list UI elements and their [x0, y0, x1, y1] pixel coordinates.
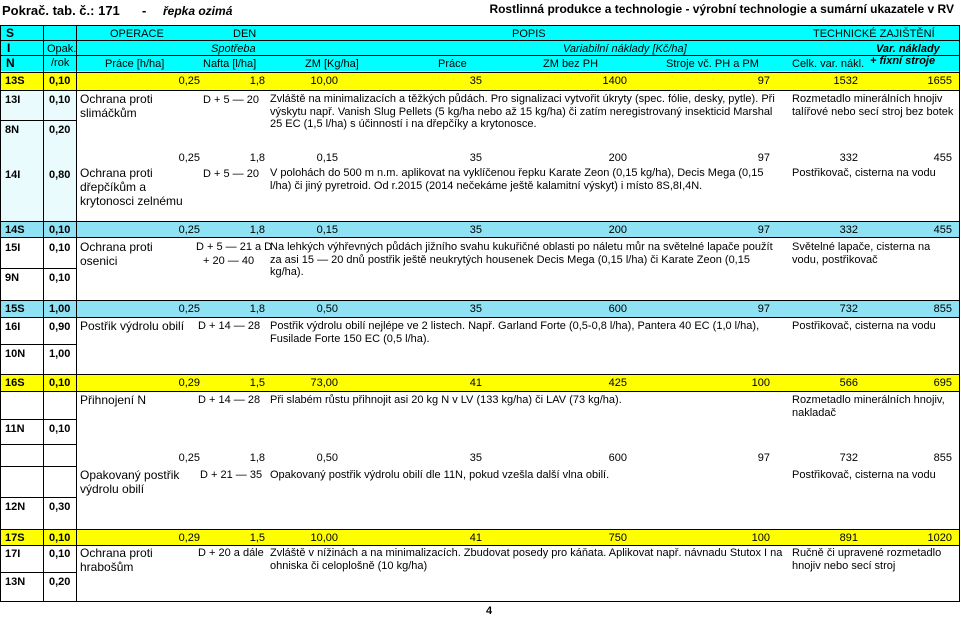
operation-tech: Rozmetadlo minerálních hnojiv, nakladač: [792, 394, 945, 419]
col-i: I: [7, 41, 11, 55]
grid-line: [0, 317, 960, 318]
value-fixni: 455: [933, 224, 952, 236]
value-celk: 332: [839, 224, 858, 236]
operation-name: Ochrana proti slimáčkům: [80, 92, 153, 120]
grid-line: [0, 221, 960, 222]
col-var-naklady: Var. náklady: [876, 43, 940, 55]
operation-name: Ochrana proti osenici: [80, 240, 153, 268]
value-prace-h: 0,25: [178, 152, 200, 164]
grid-line: [76, 55, 959, 56]
row-code: 16I: [5, 321, 21, 333]
col-nafta: Nafta [l/ha]: [203, 58, 257, 70]
col-zm-kg: ZM [Kg/ha]: [305, 58, 359, 70]
row-opak: 0,10: [49, 242, 71, 254]
value-nafta: 1,8: [249, 224, 265, 236]
row-opak: 0,90: [49, 321, 71, 333]
section-title: Rostlinná produkce a technologie - výrobní technologie a sumární ukazatele v RV: [489, 2, 954, 16]
col-zm-bez: ZM bez PH: [543, 58, 599, 70]
row-code: 13I: [5, 94, 21, 106]
grid-line: [0, 529, 960, 530]
row-opak: 0,10: [49, 272, 71, 284]
operation-den: D + 5 ― 20: [203, 94, 259, 106]
col-celk: Celk. var. nákl.: [792, 58, 865, 70]
col-prace-h: Práce [h/ha]: [105, 58, 165, 70]
grid-vline: [76, 25, 77, 601]
operation-tech: Ručně či upravené rozmetadlo hnojiv nebo secí stroj: [792, 547, 942, 572]
grid-line: [0, 90, 960, 91]
grid-line: [0, 268, 76, 269]
value-zm-bez: 1400: [602, 75, 627, 87]
value-prace: 35: [469, 303, 482, 315]
operation-tech: Rozmetadlo minerálních hnojiv talířové nebo secí stroj bez botek: [792, 93, 954, 118]
row-opak: 0,10: [49, 75, 71, 87]
row-opak: 0,10: [49, 532, 71, 544]
value-stroje: 97: [757, 224, 770, 236]
grid-line: [0, 55, 76, 56]
code-cell-bg: [0, 90, 76, 221]
value-celk: 1532: [833, 75, 858, 87]
row-code: 11N: [5, 423, 25, 435]
row-code: 17I: [5, 548, 21, 560]
row-opak: 0,10: [49, 423, 71, 435]
grid-line: [0, 237, 960, 238]
row-code: 17S: [5, 532, 25, 544]
grid-line: [76, 40, 959, 41]
value-zm-bez: 750: [608, 532, 627, 544]
value-zm: 10,00: [310, 532, 338, 544]
value-fixni: 1655: [927, 75, 952, 87]
grid-line: [0, 419, 76, 420]
value-nafta: 1,8: [249, 152, 265, 164]
value-fixni: 1020: [927, 532, 952, 544]
value-zm-bez: 600: [608, 452, 627, 464]
col-den: DEN: [233, 28, 257, 40]
value-nafta: 1,5: [249, 377, 265, 389]
value-fixni: 695: [933, 377, 952, 389]
operation-den: + 20 ― 40: [203, 255, 255, 267]
col-fixni: + fixní stroje: [870, 55, 936, 67]
operation-den: D + 20 a dále: [198, 547, 264, 559]
value-zm: 0,15: [316, 152, 338, 164]
row-code: 16S: [5, 377, 25, 389]
value-prace-h: 0,29: [178, 532, 200, 544]
value-fixni: 855: [933, 303, 952, 315]
value-prace: 35: [469, 152, 482, 164]
row-opak: 0,10: [49, 377, 71, 389]
value-celk: 891: [839, 532, 858, 544]
grid-line: [0, 497, 76, 498]
value-stroje: 97: [757, 452, 770, 464]
col-rok: /rok: [51, 57, 70, 69]
operation-name: Ochrana proti dřepčíkům a krytonosci zelnému: [80, 166, 183, 208]
value-prace-h: 0,29: [178, 377, 200, 389]
col-s: S: [6, 26, 15, 40]
col-popis: POPIS: [512, 28, 546, 40]
operation-popis: Na lehkých výhřevných půdách jižního svahu kukuřičné oblasti po náletu můr na světelné lapače použít za asi 15 ― 20 dnů postřik ještě neukrytých housenek Decis Mega (0,15 l/ha) či Karate Zeon (0,15 kg/ha).: [270, 241, 773, 279]
row-code: 14S: [5, 224, 25, 236]
value-nafta: 1,8: [249, 452, 265, 464]
operation-den: D + 5 ― 20: [203, 168, 259, 180]
value-zm-bez: 425: [608, 377, 627, 389]
operation-name: Přihnojení N: [80, 393, 147, 407]
value-zm: 73,00: [310, 377, 338, 389]
operation-popis: Opakovaný postřik výdrolu obilí dle 11N, pokud vzešla další vlna obilí.: [270, 469, 610, 481]
grid-line: [0, 444, 76, 445]
col-tech: TECHNICKÉ ZAJIŠTĚNÍ: [813, 28, 935, 40]
grid-line: [0, 344, 76, 345]
value-prace-h: 0,25: [178, 75, 200, 87]
row-code: 13N: [5, 576, 26, 588]
crop-name: řepka ozimá: [163, 4, 233, 18]
operation-name: Postřik výdrolu obilí: [80, 319, 185, 333]
value-stroje: 100: [751, 377, 770, 389]
row-opak: 0,20: [49, 576, 71, 588]
operation-tech: Postřikovač, cisterna na vodu: [792, 469, 936, 481]
operation-den: D + 14 ― 28: [198, 394, 261, 406]
value-nafta: 1,8: [249, 303, 265, 315]
value-prace: 41: [469, 377, 482, 389]
row-code: 14I: [5, 169, 21, 181]
value-nafta: 1,5: [249, 532, 265, 544]
grid-line: [0, 25, 960, 26]
value-prace-h: 0,25: [178, 224, 200, 236]
operation-den: D + 14 ― 28: [198, 320, 261, 332]
value-zm-bez: 200: [608, 224, 627, 236]
value-celk: 566: [839, 377, 858, 389]
row-code: 8N: [5, 124, 20, 136]
col-stroje: Stroje vč. PH a PM: [666, 58, 759, 70]
row-opak: 0,30: [49, 501, 71, 513]
operation-den: D + 5 ― 21 a D: [196, 241, 273, 253]
grid-line: [0, 374, 960, 375]
value-celk: 732: [839, 303, 858, 315]
row-code: 9N: [5, 272, 20, 284]
operation-popis: Postřik výdrolu obilí nejlépe ve 2 listech. Např. Garland Forte (0,5-0,8 l/ha), Pantera 40 EC (1,0 l/ha), Fusilade Forte 150 EC (0,5 l/ha).: [270, 320, 760, 345]
operation-name: Opakovaný postřik výdrolu obilí: [80, 468, 180, 496]
value-prace: 41: [469, 532, 482, 544]
row-code: 13S: [5, 75, 25, 87]
value-prace: 35: [469, 452, 482, 464]
value-stroje: 97: [757, 303, 770, 315]
value-zm-bez: 200: [608, 152, 627, 164]
operation-tech: Světelné lapače, cisterna na vodu, postřikovač: [792, 241, 931, 266]
value-nafta: 1,8: [249, 75, 265, 87]
value-stroje: 100: [751, 532, 770, 544]
tab-label: Pokrač. tab. č.: 171: [2, 3, 120, 18]
operation-popis: Zvláště v nížinách a na minimalizacích. Zbudovat posedy pro káňata. Aplikovat např. návnadu Stutox I na ohniska či celoplošně (10 kg/ha): [270, 547, 783, 572]
col-variabilni: Variabilní náklady [Kč/ha]: [563, 43, 687, 55]
col-n: N: [6, 56, 15, 70]
grid-line: [0, 601, 960, 602]
value-prace: 35: [469, 224, 482, 236]
page-number: 4: [486, 605, 493, 617]
operation-tech: Postřikovač, cisterna na vodu: [792, 320, 936, 332]
grid-vline: [0, 25, 1, 601]
row-opak: 1,00: [49, 303, 71, 315]
value-stroje: 97: [757, 152, 770, 164]
value-zm: 0,15: [316, 224, 338, 236]
grid-line: [0, 391, 960, 392]
operation-popis: Zvláště na minimalizacích a těžkých půdách. Pro signalizaci vytvořit úkryty (spec. fólie, desky, pytle). Při výskytu např. Vanish Slug Pellets (5 kg/ha nebo až 15 kg/ha) či zatím neregistrovaný insekticid Marshal 25 EC (1,5 l/ha) s účinností i na dřepčíky a krytonosce.: [270, 93, 775, 131]
row-opak: 0,10: [49, 224, 71, 236]
grid-line: [0, 72, 960, 73]
grid-line: [0, 40, 76, 41]
col-operace: OPERACE: [110, 28, 164, 40]
row-code: 15S: [5, 303, 25, 315]
row-opak: 0,20: [49, 124, 71, 136]
value-celk: 332: [839, 152, 858, 164]
operation-tech: Postřikovač, cisterna na vodu: [792, 167, 936, 179]
operation-den: D + 21 ― 35: [200, 469, 263, 481]
col-spotreba: Spotřeba: [211, 43, 256, 55]
value-prace-h: 0,25: [178, 452, 200, 464]
value-stroje: 97: [757, 75, 770, 87]
value-zm: 0,50: [316, 452, 338, 464]
row-opak: 0,10: [49, 94, 71, 106]
row-code: 15I: [5, 242, 21, 254]
value-fixni: 455: [933, 152, 952, 164]
value-celk: 732: [839, 452, 858, 464]
value-zm-bez: 600: [608, 303, 627, 315]
grid-line: [0, 120, 76, 121]
grid-line: [0, 300, 960, 301]
grid-line: [0, 572, 76, 573]
row-code: 10N: [5, 348, 26, 360]
value-prace: 35: [469, 75, 482, 87]
grid-line: [0, 466, 76, 467]
row-opak: 1,00: [49, 348, 71, 360]
value-zm: 0,50: [316, 303, 338, 315]
operation-name: Ochrana proti hrabošům: [80, 546, 153, 574]
operation-popis: Při slabém růstu přihnojit asi 20 kg N v LV (133 kg/ha) či LAV (73 kg/ha).: [270, 394, 622, 406]
value-zm: 10,00: [310, 75, 338, 87]
row-opak: 0,80: [49, 169, 71, 181]
col-opak: Opak.: [47, 43, 77, 55]
row-code: 12N: [5, 501, 26, 513]
col-prace: Práce: [438, 58, 467, 70]
value-prace-h: 0,25: [178, 303, 200, 315]
row-opak: 0,10: [49, 548, 71, 560]
grid-vline: [43, 25, 44, 601]
operation-popis: V polohách do 500 m n.m. aplikovat na vyklíčenou řepku Karate Zeon (0,15 kg/ha), Decis Mega (0,15 l/ha) či jiný pyretroid. Od r.2015 (2014 nečekáme ještě kalamitní výskyt) i místo 8S,8I,4N.: [270, 167, 764, 192]
value-fixni: 855: [933, 452, 952, 464]
header-dash: -: [142, 3, 147, 18]
